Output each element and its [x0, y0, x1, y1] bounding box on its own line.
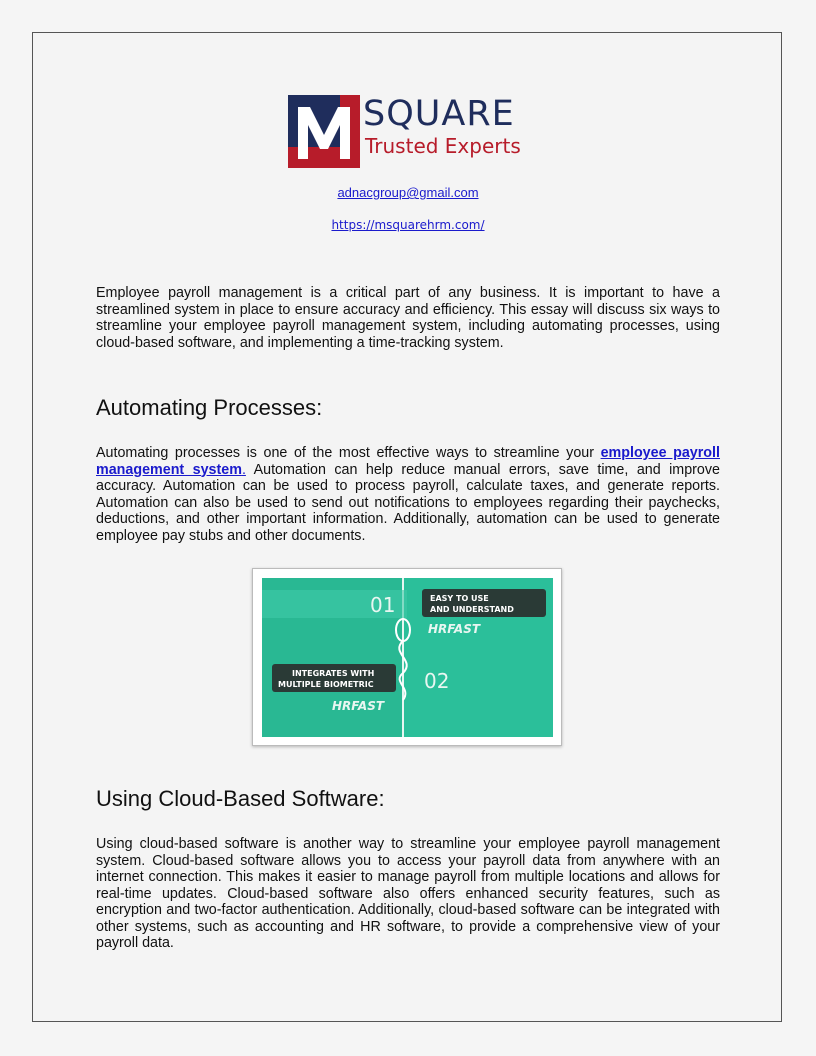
- contact-website-link[interactable]: https://msquarehrm.com/: [331, 218, 485, 232]
- figure-item1-number: 01: [370, 593, 396, 617]
- hrfast-graphic: [262, 578, 553, 737]
- logo-m-icon: [288, 95, 360, 168]
- employee-payroll-link-period[interactable]: .: [241, 461, 246, 478]
- automating-text-end: Automation can help reduce manual errors, save time, and improve accuracy. Automation can be used to process payroll, calculate taxes, and generate reports. Automation can also be used to send out notifications to employees regarding their paychecks, deductions, and other important information. Additionally, automation can be used to generate employee pay stubs and other documents.: [96, 461, 720, 544]
- figure-item1-line2: AND UNDERSTAND: [430, 605, 514, 614]
- contact-email-link[interactable]: adnacgroup@gmail.com: [337, 185, 479, 200]
- automating-text-start: Automating processes is one of the most effective ways to streamline your: [96, 445, 601, 461]
- automating-paragraph: [96, 445, 720, 544]
- figure-item2-brand: HRFAST: [332, 699, 385, 713]
- figure-item2-line2: MULTIPLE BIOMETRIC: [278, 680, 374, 689]
- figure-item2-number: 02: [424, 669, 450, 693]
- figure-item1-brand: HRFAST: [428, 622, 481, 636]
- logo-tagline: Trusted Experts: [365, 134, 521, 158]
- figure-item1-line1: EASY TO USE: [430, 594, 489, 603]
- heading-cloud-based-software: Using Cloud-Based Software:: [96, 786, 385, 811]
- figure-item2-line1: INTEGRATES WITH: [292, 669, 375, 678]
- heading-automating-processes: Automating Processes:: [96, 395, 323, 420]
- hrfast-feature-image: [252, 568, 562, 746]
- cloud-paragraph: Using cloud-based software is another way to streamline your employee payroll management system. Cloud-based software allows you to access your payroll data from anywhere with an internet connection. This makes it easier to manage payroll from multiple locations and allows for real-time updates. Cloud-based software also offers enhanced security features, such as encryption and two-factor authentication. Additionally, cloud-based software can be integrated with other systems, such as accounting and HR software, to provide a comprehensive view of your payroll data.: [96, 836, 720, 951]
- logo-wordmark: SQUARE: [363, 94, 515, 134]
- msquare-logo: [288, 95, 533, 169]
- intro-paragraph: Employee payroll management is a critical part of any business. It is important to have a streamlined system in place to ensure accuracy and efficiency. This essay will discuss six ways to streamline your employee payroll management system, including automating processes, using cloud-based software, and implementing a time-tracking system.: [96, 285, 720, 351]
- employee-payroll-link[interactable]: employee payroll management system: [96, 445, 720, 478]
